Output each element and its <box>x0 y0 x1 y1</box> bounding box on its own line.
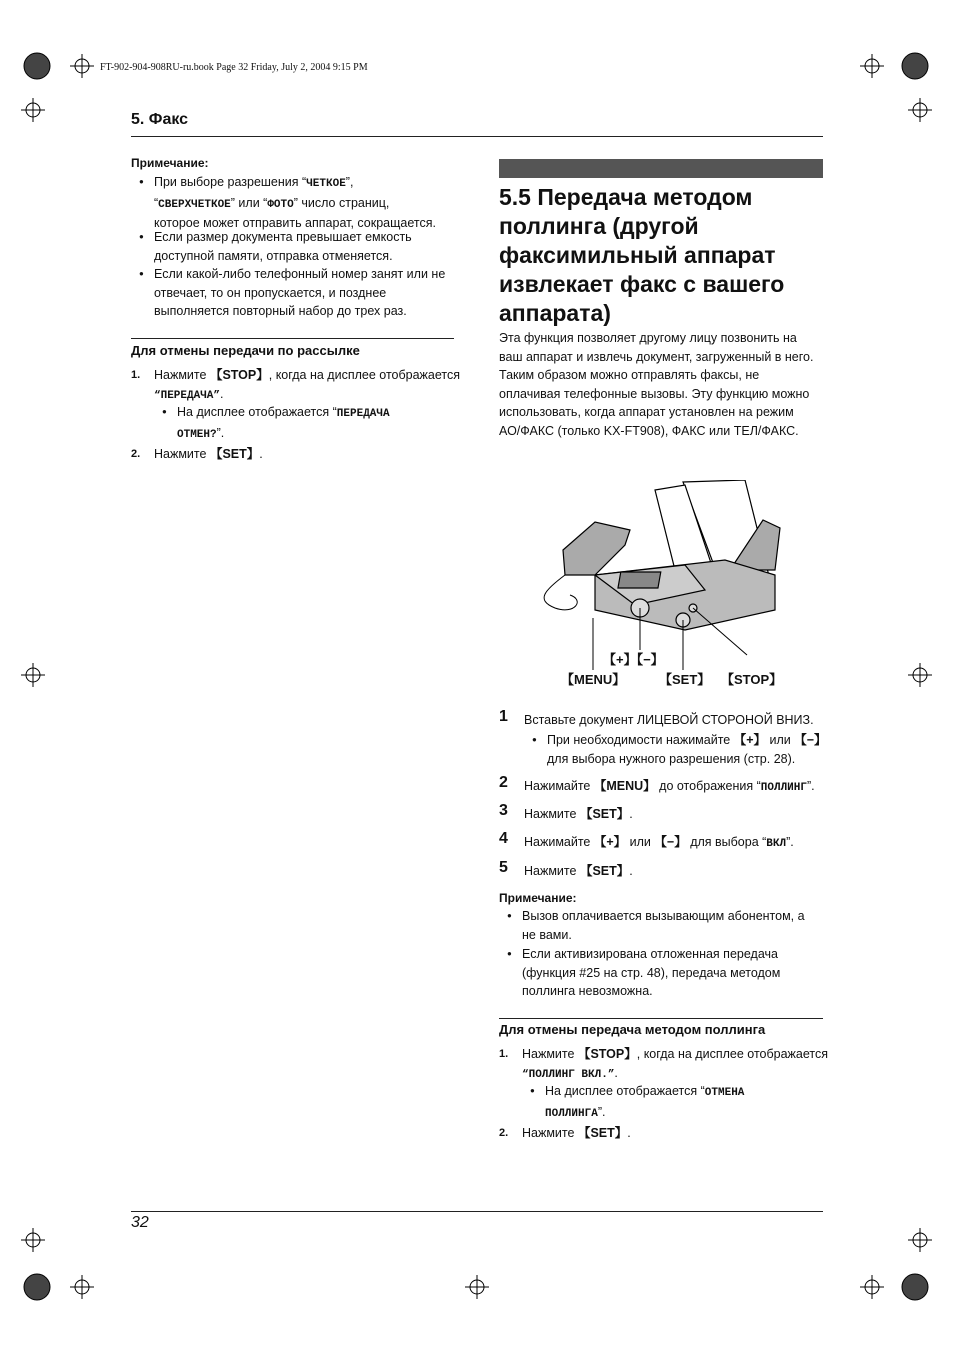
step-number: 3 <box>499 802 508 819</box>
cancel-step: Нажмите 【STOP】, когда на дисплее отображается “ПОЛЛИНГ ВКЛ.”. <box>522 1047 828 1081</box>
note-title: Примечание: <box>499 891 577 905</box>
step-text: Нажимайте 【+】 или 【−】 для выбора “ВКЛ”. <box>524 835 794 850</box>
step-text: Вставьте документ ЛИЦЕВОЙ СТОРОНОЙ ВНИЗ. <box>524 713 814 727</box>
note-bullet: ● Если какой-либо телефонный номер занят или не отвечает, то он пропускается, и позднее выполняется повторный набор до трех раз. <box>154 265 445 321</box>
cancel-step-sub: ● На дисплее отображается “ПЕРЕДАЧА ОТМЕН?”. <box>177 403 390 444</box>
title-bar <box>499 159 823 178</box>
step-text: Нажмите 【SET】. <box>524 807 633 821</box>
cancel-polling-title: Для отмены передача методом поллинга <box>499 1022 766 1037</box>
cancel-step: Нажмите 【SET】. <box>522 1126 631 1140</box>
note-bullet: ● Если размер документа превышает емкость доступной памяти, отправка отменяется. <box>154 228 412 265</box>
note-bullet: ● При выборе разрешения “ЧЕТКОЕ”, “СВЕРХЧЕТКОЕ” или “ФОТО” число страниц, которое может отправить аппарат, сокращается. <box>154 173 436 233</box>
intro-paragraph: Эта функция позволяет другому лицу позвонить на ваш аппарат и извлечь документ, загруженный в него. Таким образом можно отправлять факсы, не оплачивая телефонные вызовы. Эту функцию можно использовать, когда аппарат установлен на режим АО/ФАКС (только KX-FT908), ФАКС или ТЕЛ/ФАКС. <box>499 331 814 438</box>
stop-label: 【STOP】 <box>721 672 783 687</box>
step-number: 1 <box>499 708 508 725</box>
footer-rule <box>131 1211 823 1212</box>
print-header: FT-902-904-908RU-ru.book Page 32 Friday, July 2, 2004 9:15 PM <box>100 62 368 73</box>
step-number: 5 <box>499 859 508 876</box>
step-number: 4 <box>499 830 508 847</box>
note-title: Примечание: <box>131 156 209 170</box>
page-title: 5.5 Передача методом поллинга (другой факсимильный аппарат извлекает факс с вашего аппарата) <box>499 184 785 326</box>
step-text: Нажимайте 【MENU】 до отображения “ПОЛЛИНГ”. <box>524 779 815 794</box>
step-number: 1. <box>131 369 141 381</box>
cancel-broadcast-title: Для отмены передачи по рассылке <box>131 343 360 358</box>
fax-machine-illustration <box>535 480 785 670</box>
plus-minus-label: 【+】【−】 <box>603 652 664 667</box>
cancel-step-sub: ● На дисплее отображается “ОТМЕНА ПОЛЛИНГА”. <box>545 1082 744 1123</box>
step-number: 1. <box>499 1048 509 1060</box>
step-sub: ● При необходимости нажимайте 【+】 или 【−】 для выбора нужного разрешения (стр. 28). <box>547 731 827 768</box>
set-label: 【SET】 <box>659 672 711 687</box>
note-bullet: ● Если активизирована отложенная передача (функция #25 на стр. 48), передача методом поллинга невозможна. <box>522 945 780 1001</box>
step-text: Нажмите 【SET】. <box>524 864 633 878</box>
header-rule <box>131 136 823 137</box>
subsection-rule <box>499 1018 823 1019</box>
section-header: 5. Факс <box>131 111 189 128</box>
step-number: 2. <box>499 1127 509 1139</box>
note-bullet: ● Вызов оплачивается вызывающим абонентом, а не вами. <box>522 907 805 944</box>
step-number: 2 <box>499 774 508 791</box>
subsection-rule <box>131 338 454 339</box>
cancel-step: Нажмите 【STOP】, когда на дисплее отображается “ПЕРЕДАЧА”. <box>154 368 460 402</box>
page-number: 32 <box>131 1214 149 1231</box>
cancel-step: Нажмите 【SET】. <box>154 447 263 461</box>
step-number: 2. <box>131 448 141 460</box>
menu-label: 【MENU】 <box>561 672 626 687</box>
